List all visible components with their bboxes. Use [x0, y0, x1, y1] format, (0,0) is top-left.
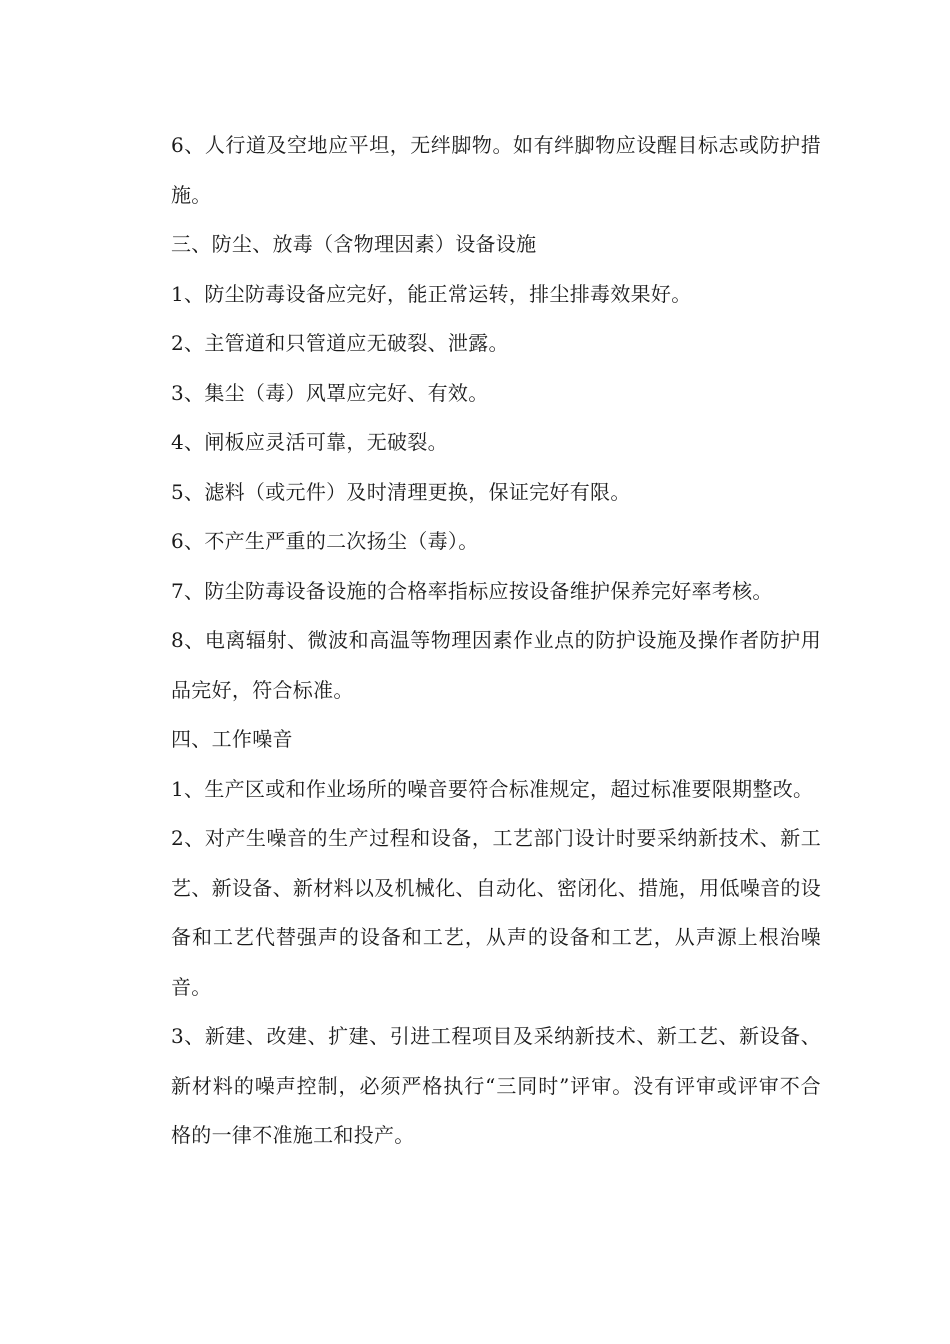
paragraph-item-8-radiation: 8、电离辐射、微波和高温等物理因素作业点的防护设施及操作者防护用品完好，符合标准。	[171, 628, 821, 702]
paragraph-item-2-pipes: 2、主管道和只管道应无破裂、泄露。	[171, 331, 509, 355]
document-body	[171, 121, 821, 1161]
paragraph-noise-item-2: 2、对产生噪音的生产过程和设备，工艺部门设计时要采纳新技术、新工艺、新设备、新材料以及机械化、自动化、密闭化、措施，用低噪音的设备和工艺代替强声的设备和工艺，从声的设备和工艺，从声源上根治噪音。	[171, 826, 821, 999]
paragraph-item-7-pass-rate: 7、防尘防毒设备设施的合格率指标应按设备维护保养完好率考核。	[171, 578, 773, 603]
paragraph-item-1-equipment: 1、防尘防毒设备应完好，能正常运转，排尘排毒效果好。	[171, 281, 692, 306]
paragraph-item-6-secondary-dust: 6、不产生严重的二次扬尘（毒）。	[171, 529, 479, 553]
paragraph-item-4-gates: 4、闸板应灵活可靠，无破裂。	[171, 430, 448, 454]
paragraph-item-3-hoods: 3、集尘（毒）风罩应完好、有效。	[171, 380, 489, 405]
paragraph-noise-item-3: 3、新建、改建、扩建、引进工程项目及采纳新技术、新工艺、新设备、新材料的噪声控制，必须严格执行“三同时”评审。没有评审或评审不合格的一律不准施工和投产。	[171, 1024, 821, 1147]
paragraph-item-5-filters: 5、滤料（或元件）及时清理更换，保证完好有限。	[171, 479, 631, 504]
section-heading-dust-poison: 三、防尘、放毒（含物理因素）设备设施	[171, 232, 537, 256]
paragraph-item-6-walkways: 6、人行道及空地应平坦，无绊脚物。如有绊脚物应设醒目标志或防护措施。	[171, 133, 821, 207]
section-heading-noise: 四、工作噪音	[171, 727, 293, 751]
paragraph-noise-item-1: 1、生产区或和作业场所的噪音要符合标准规定，超过标准要限期整改。	[171, 776, 814, 801]
